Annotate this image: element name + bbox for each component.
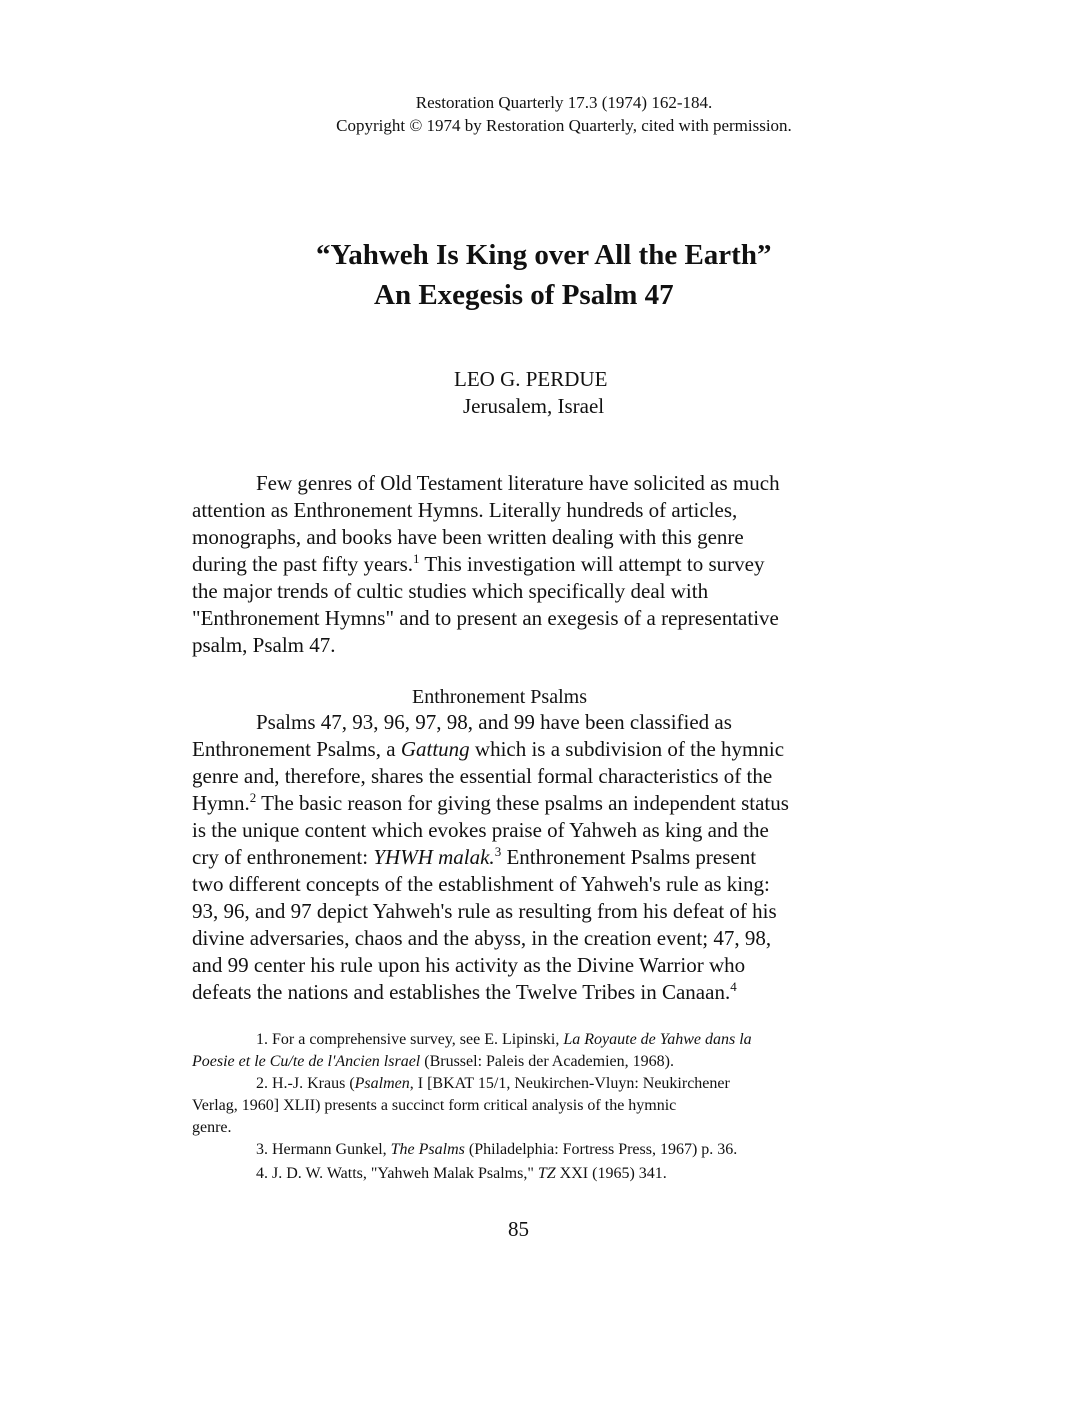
italic-title: TZ [537, 1165, 556, 1182]
copyright-line: Copyright © 1974 by Restoration Quarterly, cited with permission. [336, 116, 792, 135]
section-line [192, 844, 756, 871]
footnote-2 [256, 1073, 730, 1094]
section-line: is the unique content which evokes praise of Yahweh as king and the [192, 818, 769, 842]
intro-line: "Enthronement Hymns" and to present an exegesis of a representative [192, 606, 779, 630]
intro-line: psalm, Psalm 47. [192, 633, 336, 657]
intro-line: the major trends of cultic studies which specifically deal with [192, 579, 709, 603]
footnote-ref-3: 3 [494, 844, 502, 859]
citation-line: Restoration Quarterly 17.3 (1974) 162-184. [415, 93, 713, 112]
footnote-ref-4: 4 [730, 979, 737, 994]
text-span: The basic reason for giving these psalms an independent status [256, 791, 789, 815]
footnote-1 [256, 1029, 752, 1050]
text-span: defeats the nations and establishes the Twelve Tribes in Canaan. [192, 980, 731, 1004]
text-span: which is a subdivision of the hymnic [469, 737, 785, 761]
text-span: 1. For a comprehensive survey, see E. Lipinski, [256, 1031, 564, 1048]
text-span: Enthronement Psalms present [501, 845, 757, 869]
italic-term: YHWH malak. [373, 845, 495, 869]
intro-line: attention as Enthronement Hymns. Literally hundreds of articles, [192, 498, 738, 522]
section-heading: Enthronement Psalms [412, 686, 587, 708]
text-span: Hymn. [192, 791, 250, 815]
italic-title: The Psalms [390, 1141, 465, 1158]
italic-title: Poesie et le Cu/te de l'Ancien lsrael [192, 1053, 421, 1070]
footnote-2-cont: genre. [192, 1119, 232, 1136]
intro-line [192, 551, 764, 578]
text-span: during the past fifty years. [192, 552, 414, 576]
text-span: XXI (1965) 341. [555, 1165, 667, 1182]
italic-title: La Royaute de Yahwe dans la [563, 1031, 752, 1048]
footnote-ref-1: 1 [413, 551, 420, 566]
author-name: LEO G. PERDUE [454, 367, 608, 391]
section-line: two different concepts of the establishment of Yahweh's rule as king: [192, 872, 770, 896]
text-span: This investigation will attempt to survey [419, 552, 765, 576]
intro-line: monographs, and books have been written dealing with this genre [192, 525, 744, 549]
footnote-2-cont: Verlag, 1960] XLII) presents a succinct form critical analysis of the hymnic [192, 1097, 677, 1114]
text-span: , I [BKAT 15/1, Neukirchen-Vluyn: Neukirchener [409, 1075, 730, 1092]
section-line: 93, 96, and 97 depict Yahweh's rule as resulting from his defeat of his [192, 899, 777, 923]
intro-line: Few genres of Old Testament literature have solicited as much [256, 471, 780, 495]
text-span: (Brussel: Paleis der Academien, 1968). [420, 1053, 674, 1070]
text-span: cry of enthronement: [192, 845, 374, 869]
text-span: 2. H.-J. Kraus ( [256, 1075, 355, 1092]
article-subtitle: An Exegesis of Psalm 47 [374, 279, 674, 311]
article-title: “Yahweh Is King over All the Earth” [316, 239, 772, 271]
section-line: and 99 center his rule upon his activity as the Divine Warrior who [192, 953, 746, 977]
footnote-3 [256, 1139, 737, 1160]
footnote-1-cont [192, 1051, 674, 1072]
section-line: genre and, therefore, shares the essential formal characteristics of the [192, 764, 773, 788]
section-line: Psalms 47, 93, 96, 97, 98, and 99 have been classified as [256, 710, 732, 734]
text-span: Enthronement Psalms, a [192, 737, 401, 761]
section-line [192, 979, 737, 1006]
section-line: divine adversaries, chaos and the abyss, in the creation event; 47, 98, [192, 926, 772, 950]
page-number: 85 [508, 1217, 529, 1241]
italic-term: Gattung [400, 737, 470, 761]
section-line [192, 790, 789, 817]
author-location: Jerusalem, Israel [463, 394, 605, 418]
text-span: 4. J. D. W. Watts, "Yahweh Malak Psalms," [256, 1165, 538, 1182]
footnote-4 [256, 1163, 667, 1184]
section-line [192, 736, 784, 763]
text-span: (Philadelphia: Fortress Press, 1967) p. 36. [464, 1141, 738, 1158]
italic-title: Psalmen [354, 1075, 410, 1092]
text-span: 3. Hermann Gunkel, [256, 1141, 391, 1158]
footnote-ref-2: 2 [249, 790, 257, 805]
